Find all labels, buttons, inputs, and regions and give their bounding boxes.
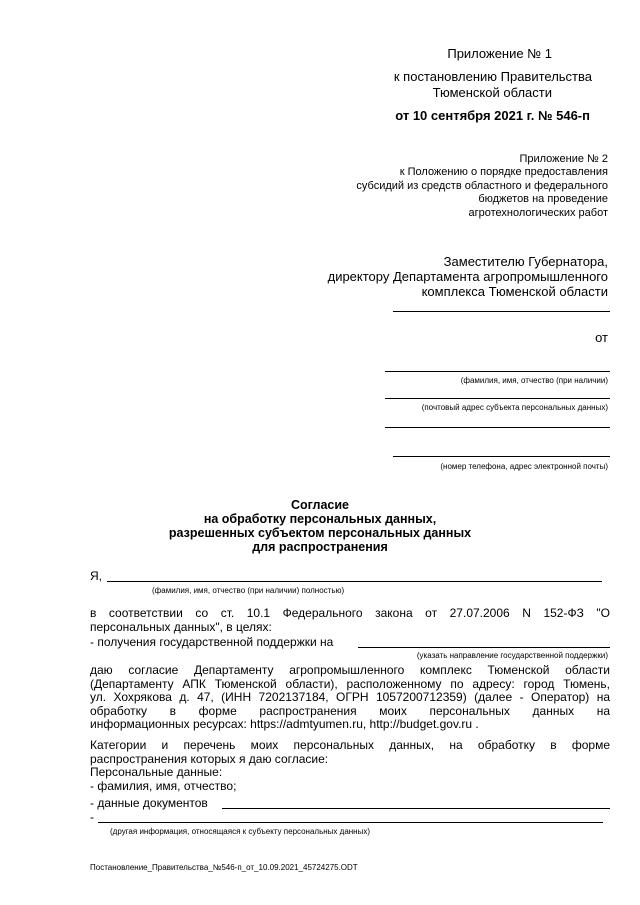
addressee-line: Заместителю Губернатора, [443, 254, 608, 269]
footer-filename: Постановление_Правительства_№546-п_от_10.09.2021_45724275.ODT [90, 863, 358, 872]
address-blank-line [385, 398, 610, 399]
region-label: Тюменской области [432, 85, 552, 100]
address-blank-line-2 [385, 427, 610, 428]
appendix-2-line: субсидий из средств областного и федерального [356, 180, 608, 192]
docs-blank-line [222, 808, 610, 809]
other-caption: (другая информация, относящаяся к субъекту персональных данных) [110, 827, 371, 836]
from-label: от [595, 330, 608, 345]
appendix-2-line: Приложение № 2 [519, 153, 608, 165]
addressee-line: директору Департамента агропромышленного [327, 269, 608, 284]
fio-caption: (фамилия, имя, отчество (при наличии) полностью) [152, 586, 345, 595]
consent-paragraph: даю согласие Департаменту агропромышленного комплекс Тюменской области (Департаменту АПК Тюменской области), расположенному по адресу: город Тюмень, ул. Хохрякова д. 47, (ИНН 7202137184, ОГРН 1057200712359) (далее - Оператор) на обработку в форме распространения моих персональных данных на информационных ресурсах: https://admtyumen.ru, http://budget.gov.ru . [90, 663, 610, 731]
addressee-line: комплекса Тюменской области [421, 284, 608, 299]
appendix-1-label: Приложение № 1 [447, 46, 552, 61]
appendix-2-line: агротехнологических работ [468, 207, 608, 219]
consent-title: Согласие [290, 498, 350, 512]
docs-line: - данные документов [90, 796, 208, 810]
appendix-2-line: бюджетов на проведение [478, 193, 608, 205]
support-caption: (указать направление государственной поддержки) [416, 651, 608, 660]
support-blank-line [358, 647, 610, 648]
consent-title-line: для распространения [252, 540, 388, 554]
purpose-line: - получения государственной поддержки на [90, 635, 334, 649]
resolution-date: от 10 сентября 2021 г. № 546-п [395, 108, 590, 123]
other-blank-line [98, 822, 603, 823]
phone-caption: (номер телефона, адрес электронной почты) [440, 462, 608, 471]
name-caption: (фамилия, имя, отчество (при наличии) [460, 376, 608, 385]
address-caption: (почтовый адрес субъекта персональных данных) [421, 403, 608, 412]
phone-blank-line [393, 456, 610, 457]
law-paragraph: в соответствии со ст. 10.1 Федерального закона от 27.07.2006 N 152-ФЗ "О персональных данных", в целях: [90, 606, 610, 634]
categories-paragraph: Категории и перечень моих персональных данных, на обработку в форме распространения которых я даю согласие: Персональные данные: - фамилия, имя, отчество; [90, 738, 610, 793]
appendix-2-line: к Положению о порядке предоставления [399, 166, 608, 178]
consent-title-line: на обработку персональных данных, [203, 512, 437, 526]
dash-line: - [90, 810, 94, 824]
consent-title-line: разрешенных субъектом персональных данных [168, 526, 472, 540]
fio-blank-line [107, 581, 602, 582]
addressee-blank-line [393, 311, 610, 312]
i-label: Я, [90, 569, 102, 583]
to-resolution-label: к постановлению Правительства [393, 69, 592, 84]
name-blank-line [385, 371, 610, 372]
